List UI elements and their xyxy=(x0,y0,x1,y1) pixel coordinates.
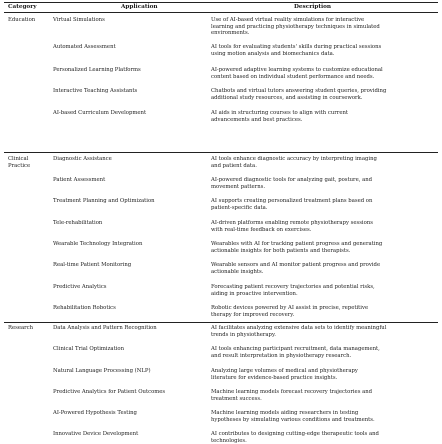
description-line: and patient data. xyxy=(211,162,257,169)
description-line: actionable insights. xyxy=(211,268,264,275)
application-cell: Real-time Patient Monitoring xyxy=(53,262,132,268)
description-line: AI-driven platforms enabling remote physiotherapy sessions xyxy=(211,220,373,226)
description-line: AI-powered diagnostic tools for analyzing gait, posture, and xyxy=(211,177,373,183)
application-cell: Predictive Analytics xyxy=(53,284,107,290)
description-line: and result interpretation in physiotherapy research. xyxy=(211,352,352,359)
description-line: AI tools enhancing participant recruitment, data management, xyxy=(211,346,380,352)
application-cell: Treatment Planning and Optimization xyxy=(53,198,155,204)
application-cell: Diagnostic Assistance xyxy=(53,156,112,162)
application-cell: Clinical Trial Optimization xyxy=(53,346,124,352)
description-line: technologies. xyxy=(211,437,247,444)
description-line: Robotic devices powered by AI assist in precise, repetitive xyxy=(211,305,369,311)
description-line: Forecasting patient recovery trajectories and potential risks, xyxy=(211,284,375,290)
header-description: Description xyxy=(294,4,332,10)
description-line: AI tools enhance diagnostic accuracy by interpreting imaging xyxy=(211,156,377,162)
description-line: actionable insights for both patients and therapists. xyxy=(211,247,351,254)
application-cell: Innovative Device Development xyxy=(53,431,139,437)
application-cell: Wearable Technology Integration xyxy=(53,241,143,247)
description-line: Machine learning models forecast recovery trajectories and xyxy=(211,389,373,395)
application-cell: Patient Assessment xyxy=(53,177,106,183)
description-line: content based on individual student performance and needs. xyxy=(211,73,375,80)
application-cell: Personalized Learning Platforms xyxy=(53,67,141,73)
description-line: AI tools for evaluating students' skills during practical sessions xyxy=(211,44,382,50)
description-line: AI aids in structuring courses to align with current xyxy=(211,110,349,116)
description-line: patient-specific data. xyxy=(211,204,268,211)
description-line: Wearables with AI for tracking patient progress and generating xyxy=(211,241,383,247)
description-line: Machine learning models aiding researchers in testing xyxy=(211,410,359,416)
application-cell: Data Analysis and Pattern Recognition xyxy=(53,325,157,331)
table-top-rule xyxy=(4,2,438,3)
description-line: with real-time feedback on exercises. xyxy=(211,226,312,233)
application-cell: AI-Powered Hypothesis Testing xyxy=(53,410,137,416)
description-line: Chatbots and virtual tutors answering student queries, providing xyxy=(211,88,387,94)
description-line: advancements and best practices. xyxy=(211,116,303,123)
section-divider-rule xyxy=(4,152,438,153)
header-application: Application xyxy=(121,4,158,10)
description-line: AI contributes to designing cutting-edge therapeutic tools and xyxy=(211,431,379,437)
application-cell: AI-based Curriculum Development xyxy=(53,110,147,116)
description-line: literature for evidence-based practice insights. xyxy=(211,374,338,381)
application-cell: Rehabilitation Robotics xyxy=(53,305,116,311)
description-line: therapy for improved recovery. xyxy=(211,311,295,318)
category-label: Research xyxy=(8,325,34,331)
application-cell: Predictive Analytics for Patient Outcomes xyxy=(53,389,166,395)
description-line: Analyzing large volumes of medical and physiotherapy xyxy=(211,368,358,374)
application-cell: Tele-rehabilitation xyxy=(53,220,103,226)
application-cell: Interactive Teaching Assistants xyxy=(53,88,138,94)
header-rule xyxy=(4,12,438,13)
description-line: treatment success. xyxy=(211,395,262,402)
application-cell: Natural Language Processing (NLP) xyxy=(53,368,151,374)
description-line: movement patterns. xyxy=(211,183,266,190)
description-line: environments. xyxy=(211,30,250,37)
description-line: trends in physiotherapy. xyxy=(211,331,276,338)
description-line: AI supports creating personalized treatment plans based on xyxy=(211,198,373,204)
description-line: Wearable sensors and AI monitor patient progress and provide xyxy=(211,262,381,268)
description-line: additional study resources, and assisting in coursework. xyxy=(211,94,363,101)
description-line: Use of AI-based virtual reality simulations for interactive xyxy=(211,17,365,23)
application-cell: Virtual Simulations xyxy=(53,17,105,23)
category-label: Practice xyxy=(8,162,31,169)
category-label: Education xyxy=(8,17,36,23)
application-cell: Automated Assessment xyxy=(53,44,116,50)
description-line: AI-powered adaptive learning systems to customize educational xyxy=(211,67,383,73)
description-line: AI facilitates analyzing extensive data sets to identify meaningful xyxy=(211,325,387,331)
description-line: using motion analysis and biomechanics data. xyxy=(211,50,335,57)
description-line: aiding in proactive intervention. xyxy=(211,290,298,297)
description-line: hypotheses by simulating various conditions and treatments. xyxy=(211,416,375,423)
description-line: learning and practicing physiotherapy techniques in simulated xyxy=(211,23,380,30)
category-label: Clinical xyxy=(8,156,29,162)
header-category: Category xyxy=(8,4,37,10)
section-divider-rule xyxy=(4,322,438,323)
